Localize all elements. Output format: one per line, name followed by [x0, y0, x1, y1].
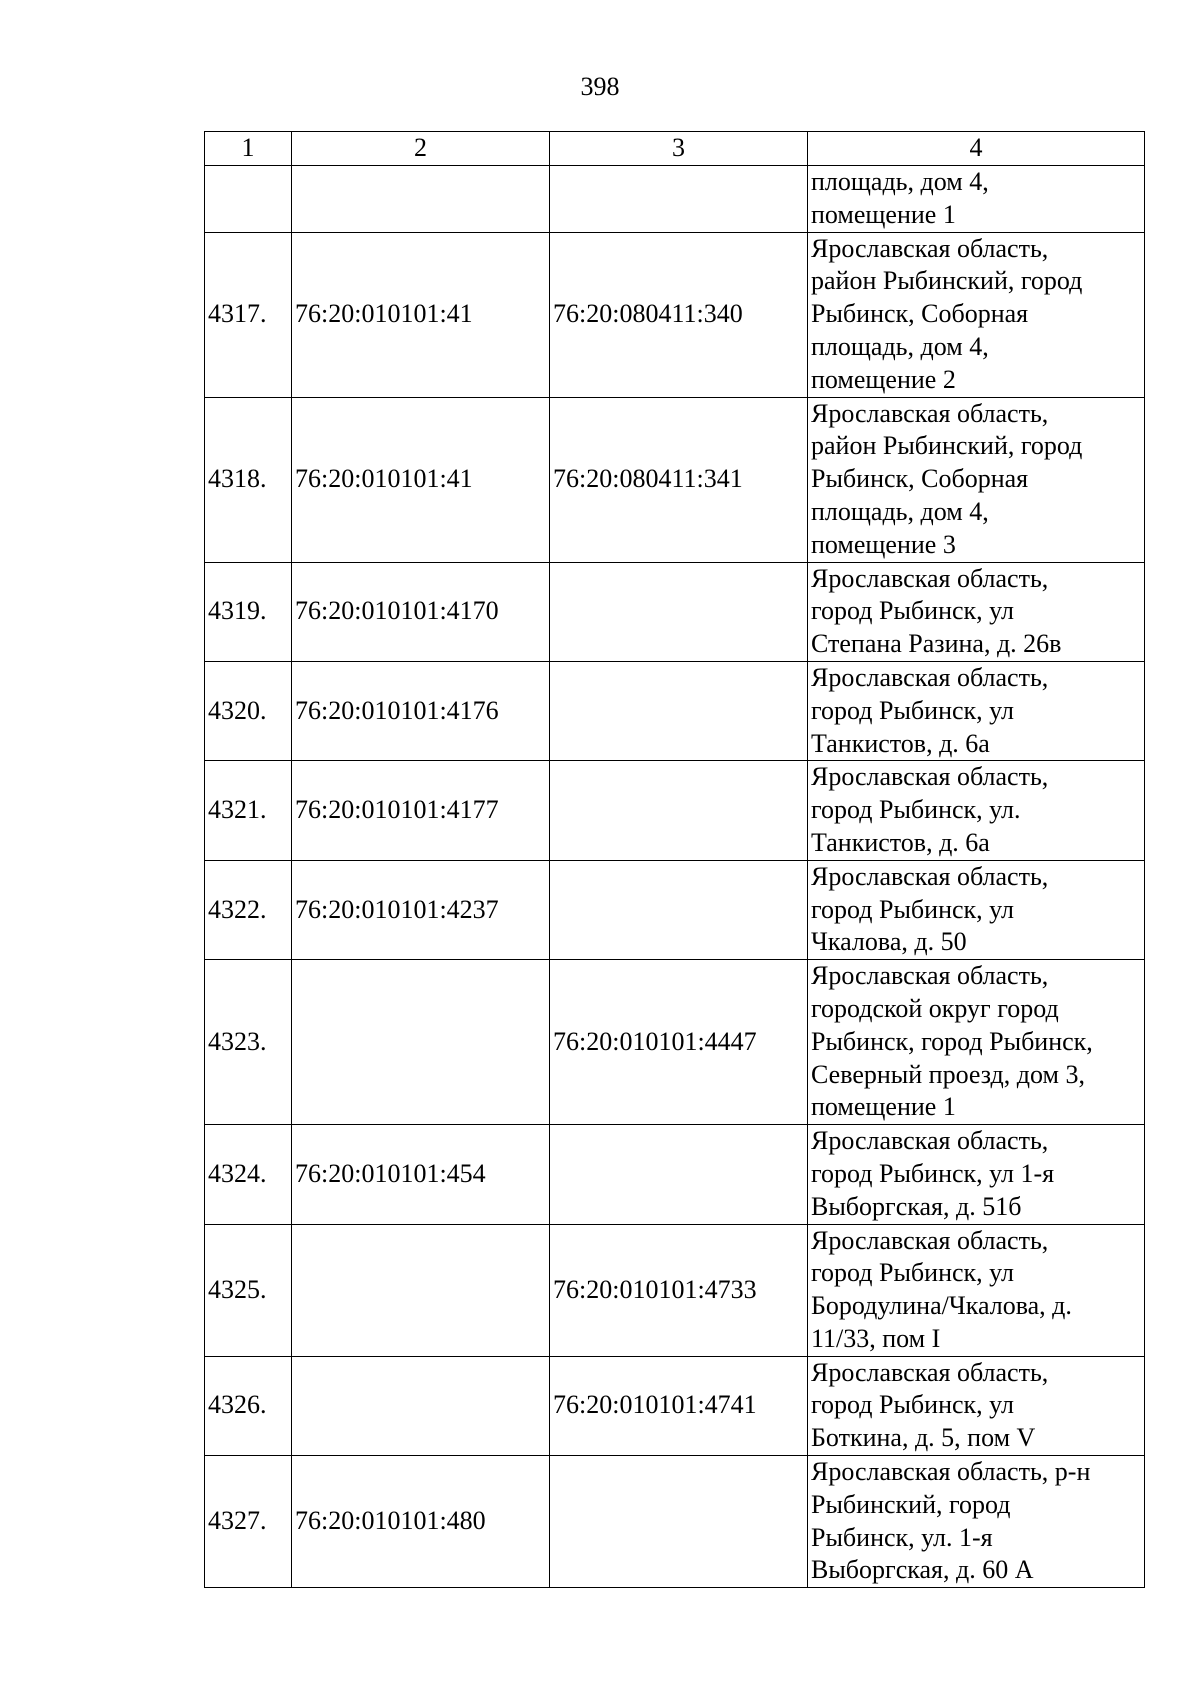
address-cell — [808, 860, 1145, 959]
address-line: Северный проезд, дом 3, — [811, 1059, 1085, 1089]
table-row — [205, 1456, 1145, 1588]
address-cell — [808, 1125, 1145, 1224]
address-cell — [808, 166, 1145, 233]
cadastral-number-col3-cell: 76:20:010101:4741 — [550, 1356, 808, 1455]
address-line: Ярославская область, — [811, 1225, 1049, 1255]
cadastral-number-col2-cell — [292, 166, 550, 233]
address-cell — [808, 562, 1145, 661]
row-number-cell: 4323. — [205, 960, 292, 1125]
row-number-cell: 4322. — [205, 860, 292, 959]
address-line: Танкистов, д. 6а — [811, 728, 990, 758]
header-cell-3: 3 — [550, 132, 808, 166]
row-number-cell: 4317. — [205, 232, 292, 397]
address-cell — [808, 397, 1145, 562]
address-line: Рыбинский, город — [811, 1489, 1011, 1519]
cadastral-number-col3-cell: 76:20:080411:340 — [550, 232, 808, 397]
address-cell — [808, 761, 1145, 860]
address-line: помещение 2 — [811, 364, 956, 394]
address-line: Ярославская область, — [811, 1126, 1049, 1156]
row-number-cell — [205, 166, 292, 233]
address-cell — [808, 1456, 1145, 1588]
row-number-cell: 4319. — [205, 562, 292, 661]
address-line: помещение 1 — [811, 1092, 956, 1122]
cadastral-number-col3-cell: 76:20:010101:4733 — [550, 1224, 808, 1356]
address-line: город Рыбинск, ул — [811, 1390, 1014, 1420]
address-line: Ярославская область, — [811, 1357, 1049, 1387]
cadastral-number-col3-cell — [550, 761, 808, 860]
row-number-cell: 4324. — [205, 1125, 292, 1224]
cadastral-number-col3-cell: 76:20:010101:4447 — [550, 960, 808, 1125]
address-line: 11/33, пом I — [811, 1323, 941, 1353]
address-line: город Рыбинск, ул 1-я — [811, 1158, 1055, 1188]
cadastral-number-col2-cell: 76:20:010101:480 — [292, 1456, 550, 1588]
table-row — [205, 232, 1145, 397]
table-row — [205, 661, 1145, 760]
table-header-row — [205, 132, 1145, 166]
address-line: город Рыбинск, ул — [811, 695, 1014, 725]
address-line: Рыбинск, Соборная — [811, 464, 1029, 494]
table-row — [205, 960, 1145, 1125]
header-cell-1: 1 — [205, 132, 292, 166]
cadastral-number-col2-cell: 76:20:010101:4237 — [292, 860, 550, 959]
address-line: Рыбинск, Соборная — [811, 299, 1029, 329]
address-line: Танкистов, д. 6а — [811, 827, 990, 857]
address-cell — [808, 232, 1145, 397]
registry-table — [204, 131, 1145, 1588]
address-line: город Рыбинск, ул — [811, 894, 1014, 924]
table-row — [205, 761, 1145, 860]
address-line: район Рыбинский, город — [811, 431, 1083, 461]
table-row — [205, 562, 1145, 661]
address-line: Ярославская область, — [811, 563, 1049, 593]
cadastral-number-col3-cell: 76:20:080411:341 — [550, 397, 808, 562]
cadastral-number-col2-cell: 76:20:010101:454 — [292, 1125, 550, 1224]
address-line: Ярославская область, — [811, 233, 1049, 263]
address-line: Ярославская область, — [811, 861, 1049, 891]
table-row — [205, 1356, 1145, 1455]
address-cell — [808, 1224, 1145, 1356]
row-number-cell: 4327. — [205, 1456, 292, 1588]
cadastral-number-col2-cell — [292, 960, 550, 1125]
address-line: Рыбинск, ул. 1-я — [811, 1522, 993, 1552]
address-line: Ярославская область, — [811, 662, 1049, 692]
address-line: Боткина, д. 5, пом V — [811, 1423, 1036, 1453]
address-cell — [808, 661, 1145, 760]
cadastral-number-col3-cell — [550, 166, 808, 233]
address-line: помещение 1 — [811, 199, 956, 229]
cadastral-number-col2-cell: 76:20:010101:4170 — [292, 562, 550, 661]
address-line: площадь, дом 4, — [811, 167, 989, 196]
address-line: город Рыбинск, ул — [811, 1258, 1014, 1288]
address-line: Выборгская, д. 60 А — [811, 1555, 1034, 1585]
table-row — [205, 397, 1145, 562]
address-line: площадь, дом 4, — [811, 496, 989, 526]
address-cell — [808, 960, 1145, 1125]
table-row — [205, 860, 1145, 959]
cadastral-number-col3-cell — [550, 661, 808, 760]
address-line: Ярославская область, — [811, 398, 1049, 428]
header-cell-2: 2 — [292, 132, 550, 166]
address-line: город Рыбинск, ул. — [811, 795, 1021, 825]
address-cell — [808, 1356, 1145, 1455]
address-line: Выборгская, д. 51б — [811, 1191, 1022, 1221]
row-number-cell: 4326. — [205, 1356, 292, 1455]
table-row — [205, 166, 1145, 233]
cadastral-number-col2-cell: 76:20:010101:4176 — [292, 661, 550, 760]
address-line: Ярославская область, — [811, 961, 1049, 991]
address-line: Рыбинск, город Рыбинск, — [811, 1026, 1093, 1056]
cadastral-number-col2-cell — [292, 1356, 550, 1455]
address-line: Бородулина/Чкалова, д. — [811, 1291, 1072, 1321]
cadastral-number-col2-cell: 76:20:010101:4177 — [292, 761, 550, 860]
cadastral-number-col2-cell: 76:20:010101:41 — [292, 232, 550, 397]
table-row — [205, 1125, 1145, 1224]
address-line: район Рыбинский, город — [811, 266, 1083, 296]
page-number: 398 — [580, 72, 620, 101]
address-line: помещение 3 — [811, 529, 956, 559]
header-cell-4: 4 — [808, 132, 1145, 166]
address-line: площадь, дом 4, — [811, 331, 989, 361]
address-line: город Рыбинск, ул — [811, 596, 1014, 626]
cadastral-number-col3-cell — [550, 562, 808, 661]
address-line: Степана Разина, д. 26в — [811, 629, 1062, 659]
row-number-cell: 4318. — [205, 397, 292, 562]
cadastral-number-col3-cell — [550, 1456, 808, 1588]
address-line: Ярославская область, р-н — [811, 1457, 1091, 1487]
address-line: Ярославская область, — [811, 762, 1049, 792]
cadastral-number-col2-cell — [292, 1224, 550, 1356]
cadastral-number-col2-cell: 76:20:010101:41 — [292, 397, 550, 562]
cadastral-number-col3-cell — [550, 1125, 808, 1224]
address-line: городской округ город — [811, 993, 1059, 1023]
row-number-cell: 4325. — [205, 1224, 292, 1356]
table-row — [205, 1224, 1145, 1356]
address-line: Чкалова, д. 50 — [811, 927, 967, 957]
row-number-cell: 4321. — [205, 761, 292, 860]
cadastral-number-col3-cell — [550, 860, 808, 959]
row-number-cell: 4320. — [205, 661, 292, 760]
